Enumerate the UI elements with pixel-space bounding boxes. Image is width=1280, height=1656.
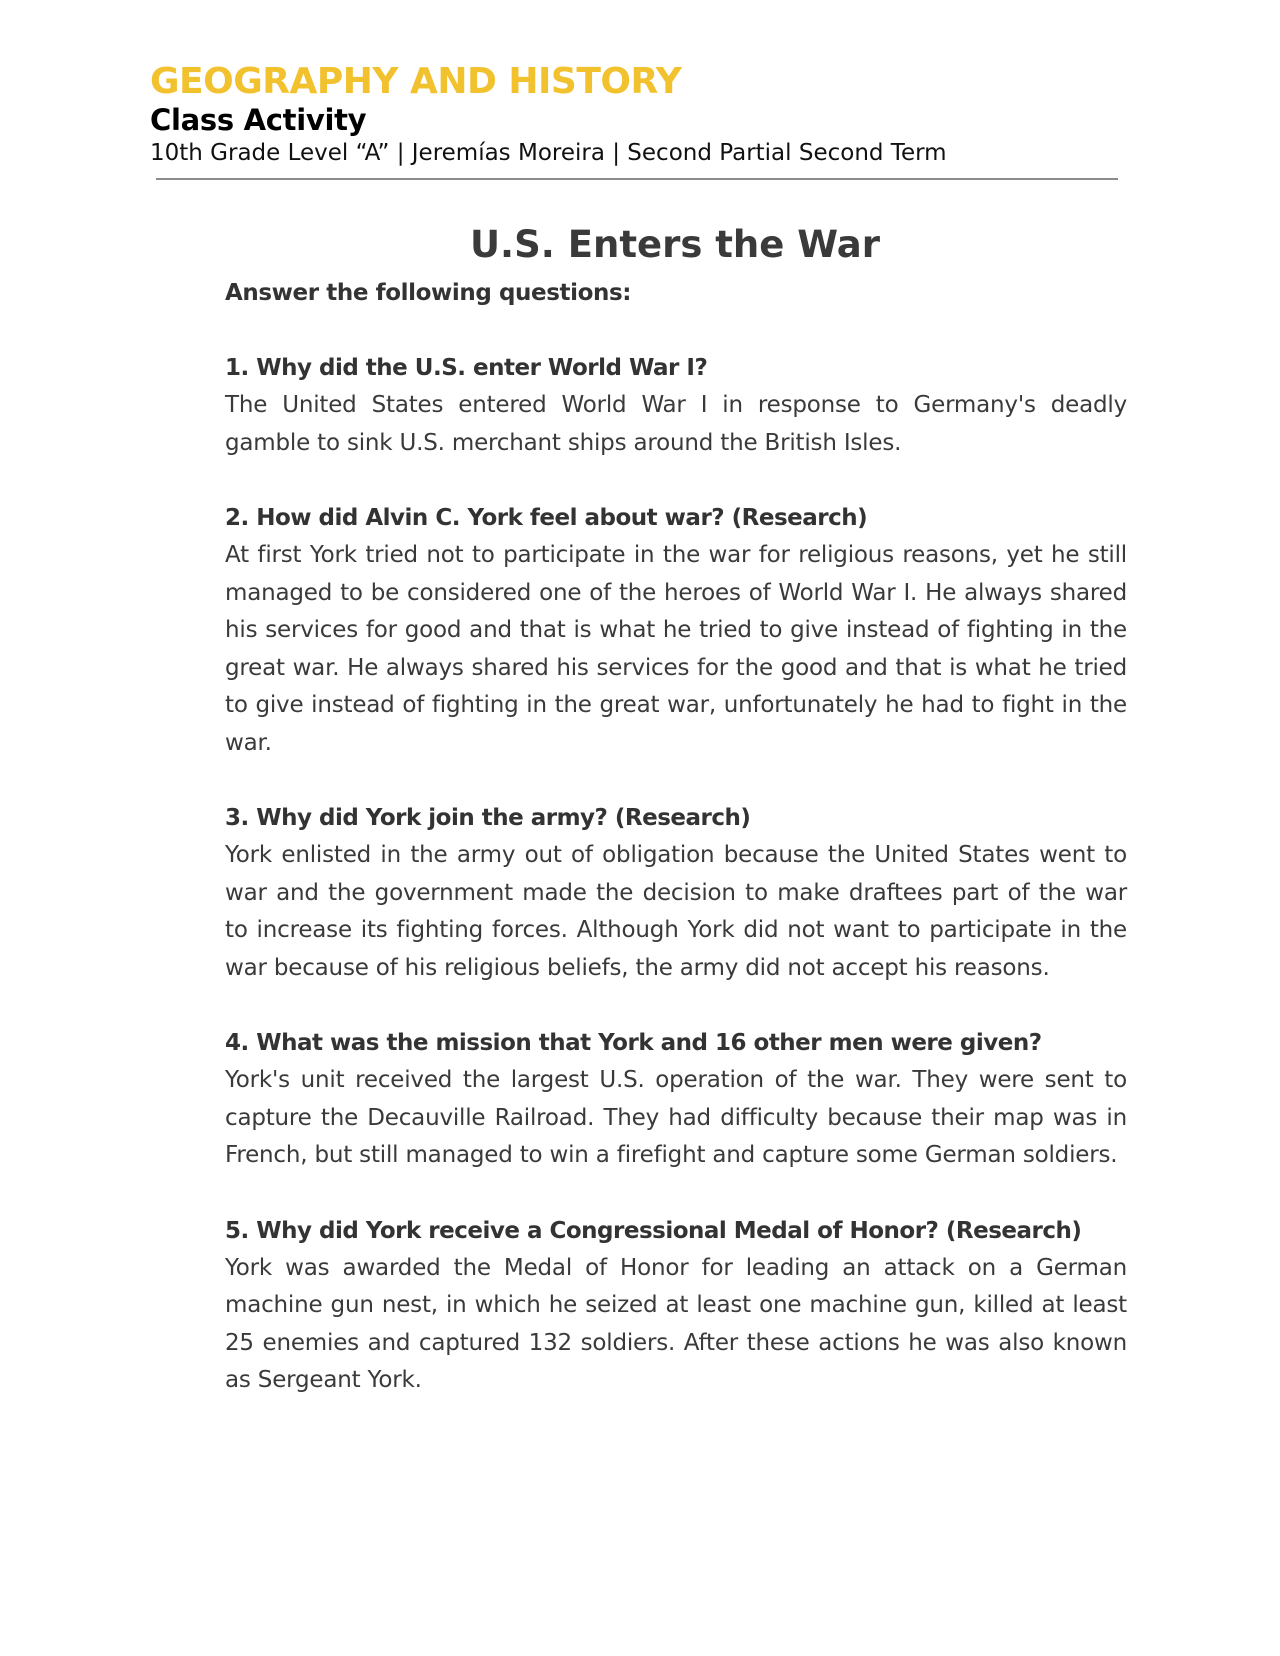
qa-item-4: [225, 1025, 1127, 1175]
answer-4: York's unit received the largest U.S. operation of the war. They were sent to capture the Decauville Railroad. They had difficulty because their map was in French, but still managed to win a firefight and capture some German soldiers.: [225, 1067, 1127, 1168]
instructions: Answer the following questions:: [225, 280, 632, 306]
class-meta: 10th Grade Level “A” | Jeremías Moreira | Second Partial Second Term: [150, 140, 947, 166]
document-body: [225, 275, 1127, 1400]
answer-1: The United States entered World War I in response to Germany's deadly gamble to sink U.S. merchant ships around the British Isles.: [225, 392, 1127, 456]
qa-item-1: [225, 350, 1127, 462]
page-title: U.S. Enters the War: [470, 223, 880, 266]
question-2: 2. How did Alvin C. York feel about war? (Research): [225, 505, 868, 531]
qa-item-2: [225, 500, 1127, 762]
document-header: [150, 60, 1120, 170]
subject-title: GEOGRAPHY AND HISTORY: [150, 61, 682, 102]
answer-3: York enlisted in the army out of obligation because the United States went to war and the government made the decision to make draftees part of the war to increase its fighting forces. Although York did not want to participate in the war because of his religious beliefs, the army did not accept his reasons.: [225, 842, 1127, 981]
answer-2: At first York tried not to participate in the war for religious reasons, yet he still managed to be considered one of the heroes of World War I. He always shared his services for good and that is what he tried to give instead of fighting in the great war. He always shared his services for the good and that is what he tried to give instead of fighting in the great war, unfortunately he had to fight in the war.: [225, 542, 1127, 756]
question-3: 3. Why did York join the army? (Research): [225, 805, 751, 831]
qa-item-3: [225, 800, 1127, 987]
qa-item-5: [225, 1213, 1127, 1400]
answer-5: York was awarded the Medal of Honor for leading an attack on a German machine gun nest, in which he seized at least one machine gun, killed at least 25 enemies and captured 132 soldiers. After these actions he was also known as Sergeant York.: [225, 1254, 1127, 1393]
header-divider: [156, 178, 1118, 180]
question-5: 5. Why did York receive a Congressional Medal of Honor? (Research): [225, 1217, 1082, 1244]
question-4: 4. What was the mission that York and 16 other men were given?: [225, 1030, 1042, 1056]
activity-label: Class Activity: [150, 103, 367, 137]
question-1: 1. Why did the U.S. enter World War I?: [225, 355, 708, 381]
